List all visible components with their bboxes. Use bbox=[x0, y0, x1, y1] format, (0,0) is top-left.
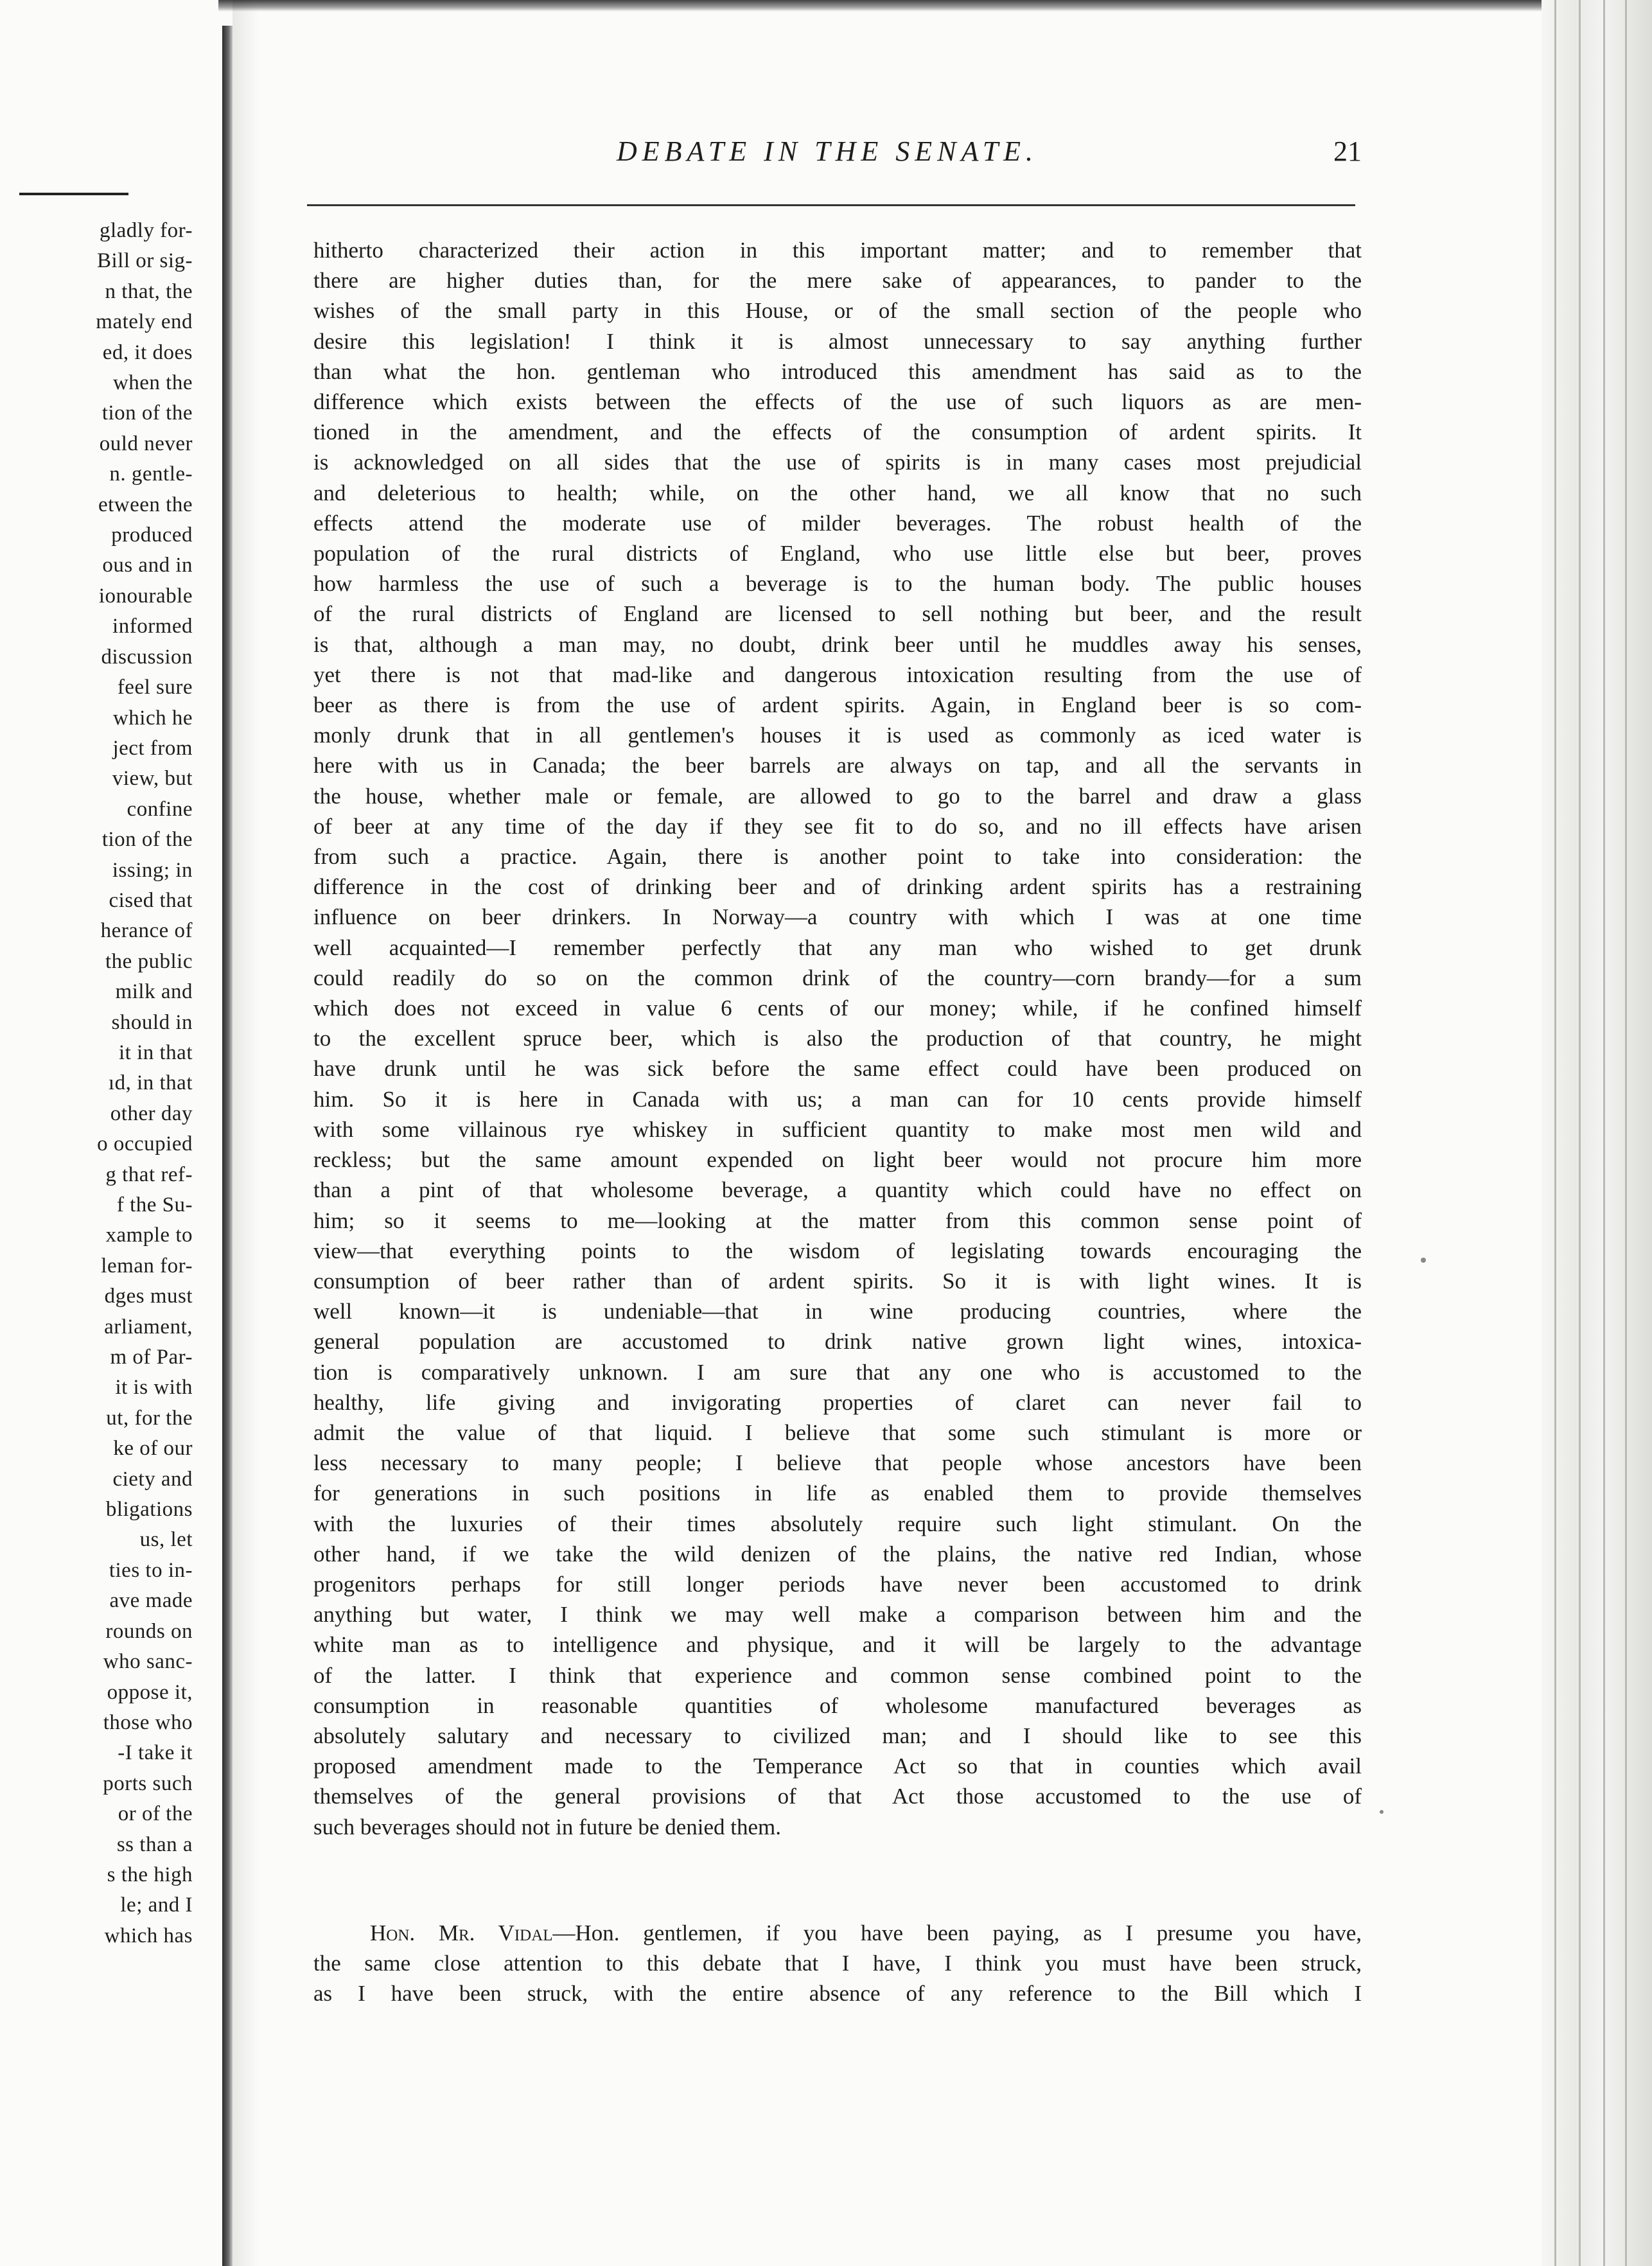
text-line: tion is comparatively unknown. I am sure that any one who is accustomed to the bbox=[313, 1359, 1362, 1385]
left-page-fragment bbox=[0, 193, 193, 2120]
text-line: other hand, if we take the wild denizen of the plains, the native red Indian, whose bbox=[313, 1541, 1362, 1567]
left-page-line: ke of our bbox=[113, 1437, 193, 1461]
left-page-line: n. gentle- bbox=[109, 462, 193, 486]
left-page-line: which he bbox=[112, 706, 193, 730]
text-line: absolutely salutary and necessary to civilized man; and I should like to see this bbox=[313, 1723, 1362, 1748]
text-line: him. So it is here in Canada with us; a man can for 10 cents provide himself bbox=[313, 1086, 1362, 1112]
left-page-line: ionourable bbox=[98, 584, 193, 608]
text-line: there are higher duties than, for the mere sake of appearances, to pander to the bbox=[313, 268, 1362, 294]
left-page-line: it is with bbox=[115, 1376, 193, 1400]
left-page-line: herance of bbox=[100, 919, 193, 943]
text-line: healthy, life giving and invigorating properties of claret can never fail to bbox=[313, 1389, 1362, 1415]
left-page-line: produced bbox=[111, 523, 193, 547]
text-line bbox=[313, 1918, 1362, 1948]
left-page-line: milk and bbox=[115, 980, 193, 1004]
left-page-line: those who bbox=[103, 1710, 193, 1734]
text-line: the same close attention to this debate that I have, I think you must have been struck, bbox=[313, 1951, 1362, 1976]
left-page-line: -I take it bbox=[118, 1741, 193, 1765]
left-page-line: Bill or sig- bbox=[96, 249, 193, 273]
text-line: wishes of the small party in this House, or of the small section of the people who bbox=[313, 298, 1362, 324]
text-line: desire this legislation! I think it is almost unnecessary to say anything further bbox=[313, 328, 1362, 354]
left-page-line: who sanc- bbox=[103, 1650, 193, 1674]
left-page-rule bbox=[19, 193, 128, 195]
running-head: DEBATE IN THE SENATE. bbox=[617, 136, 1039, 167]
text-line: than a pint of that wholesome beverage, a quantity which could have no effect on bbox=[313, 1177, 1362, 1203]
text-line: have drunk until he was sick before the same effect could have been produced on bbox=[313, 1056, 1362, 1082]
text-line: which does not exceed in value 6 cents of our money; while, if he confined himself bbox=[313, 996, 1362, 1021]
left-page-line: oppose it, bbox=[107, 1680, 193, 1704]
left-page-line: confine bbox=[127, 797, 193, 821]
left-page-line: m of Par- bbox=[110, 1346, 193, 1369]
left-page-line: feel sure bbox=[117, 676, 193, 699]
text-line: progenitors perhaps for still longer periods have never been accustomed to drink bbox=[313, 1571, 1362, 1597]
text-line: difference which exists between the effects of the use of such liquors as are men- bbox=[313, 389, 1362, 415]
left-page-line: informed bbox=[112, 615, 193, 638]
text-line: tioned in the amendment, and the effects of the consumption of ardent spirits. It bbox=[313, 419, 1362, 445]
text-line: general population are accustomed to drink native grown light wines, intoxica- bbox=[313, 1329, 1362, 1355]
text-line: is acknowledged on all sides that the use of spirits is in many cases most prejudicial bbox=[313, 450, 1362, 475]
left-page-line: issing; in bbox=[112, 858, 193, 882]
left-page-line: tion of the bbox=[101, 828, 193, 852]
text-line: yet there is not that mad-like and dangerous intoxication resulting from the use of bbox=[313, 662, 1362, 687]
page-edge-line bbox=[1603, 0, 1605, 2266]
left-page-line: ut, for the bbox=[106, 1406, 193, 1430]
left-page-line: ject from bbox=[112, 736, 193, 760]
text-line: effects attend the moderate use of milder beverages. The robust health of the bbox=[313, 510, 1362, 536]
left-page-line: n that, the bbox=[105, 279, 193, 303]
left-page-line: g that ref- bbox=[105, 1163, 193, 1186]
text-line: than what the hon. gentleman who introduced this amendment has said as to the bbox=[313, 358, 1362, 384]
left-page-line: o occupied bbox=[97, 1132, 193, 1156]
text-line: as I have been struck, with the entire absence of any reference to the Bill which I bbox=[313, 1981, 1362, 2007]
text-line: of beer at any time of the day if they see fit to do so, and no ill effects have arisen bbox=[313, 813, 1362, 839]
page-header bbox=[308, 135, 1362, 180]
text-line: could readily do so on the common drink of the country—corn brandy—for a sum bbox=[313, 965, 1362, 990]
left-page-line: it in that bbox=[119, 1041, 193, 1064]
text-line: well known—it is undeniable—that in wine producing countries, where the bbox=[313, 1299, 1362, 1324]
text-line: with some villainous rye whiskey in sufficient quantity to make most men wild and bbox=[313, 1116, 1362, 1142]
header-rule bbox=[307, 204, 1355, 206]
text-line: such beverages should not in future be denied them. bbox=[313, 1814, 781, 1840]
page-edge-line bbox=[1554, 0, 1556, 2266]
left-page-line: ould never bbox=[99, 432, 193, 455]
left-page-text bbox=[96, 216, 193, 1951]
left-page-line: ties to in- bbox=[109, 1558, 193, 1582]
left-page-line: xample to bbox=[105, 1224, 193, 1247]
left-page-line: us, let bbox=[139, 1528, 193, 1552]
left-page-line: ous and in bbox=[102, 554, 193, 577]
text-line: beer as there is from the use of ardent spirits. Again, in England beer is so com- bbox=[313, 692, 1362, 718]
left-page-line: ss than a bbox=[116, 1832, 193, 1856]
text-line: reckless; but the same amount expended on light beer would not procure him more bbox=[313, 1147, 1362, 1173]
text-line: difference in the cost of drinking beer and of drinking ardent spirits has a restraining bbox=[313, 874, 1362, 900]
text-line: population of the rural districts of England, who use little else but beer, proves bbox=[313, 541, 1362, 566]
left-page-line: which has bbox=[104, 1924, 193, 1947]
text-line: anything but water, I think we may well make a comparison between him and the bbox=[313, 1602, 1362, 1628]
left-page-line: s the high bbox=[107, 1863, 193, 1886]
scan-speck bbox=[1380, 1810, 1384, 1814]
scan-speck bbox=[1421, 1258, 1426, 1263]
left-page-line: should in bbox=[111, 1010, 193, 1034]
text-line: white man as to intelligence and physique, and it will be largely to the advantage bbox=[313, 1632, 1362, 1658]
left-page-line: tion of the bbox=[101, 401, 193, 425]
text-line: monly drunk that in all gentlemen's houses it is used as commonly as iced water is bbox=[313, 723, 1362, 748]
left-page-line: f the Su- bbox=[116, 1193, 193, 1216]
text-line: themselves of the general provisions of that Act those accustomed to the use of bbox=[313, 1784, 1362, 1809]
left-page-line: rounds on bbox=[105, 1619, 193, 1643]
text-line: of the rural districts of England are licensed to sell nothing but beer, and the result bbox=[313, 601, 1362, 627]
left-page-line: dges must bbox=[104, 1285, 193, 1308]
left-page-line: or of the bbox=[118, 1802, 193, 1826]
page-number: 21 bbox=[1333, 136, 1362, 167]
text-line: him; so it seems to me—looking at the matter from this common sense point of bbox=[313, 1208, 1362, 1233]
text-line: proposed amendment made to the Temperance Act so that in counties which avail bbox=[313, 1753, 1362, 1779]
text-line: hitherto characterized their action in this important matter; and to remember that bbox=[313, 238, 1362, 263]
text-line: for generations in such positions in life as enabled them to provide themselves bbox=[313, 1480, 1362, 1506]
text-line: less necessary to many people; I believe that people whose ancestors have been bbox=[313, 1450, 1362, 1476]
text-line: with the luxuries of their times absolutely require such light stimulant. On the bbox=[313, 1511, 1362, 1536]
text-line: view—that everything points to the wisdom of legislating towards encouraging the bbox=[313, 1238, 1362, 1263]
text-line: well acquainted—I remember perfectly that any man who wished to get drunk bbox=[313, 935, 1362, 960]
body-paragraph-2 bbox=[313, 1918, 1362, 2009]
left-page-line: arliament, bbox=[104, 1315, 193, 1339]
left-page-line: discussion bbox=[101, 645, 193, 669]
body-paragraph-1 bbox=[313, 235, 1362, 1842]
left-page-line: etween the bbox=[98, 493, 193, 516]
left-page-line: leman for- bbox=[101, 1254, 193, 1278]
left-page-line: ave made bbox=[109, 1589, 193, 1613]
left-page-line: ciety and bbox=[112, 1467, 193, 1491]
text-line: how harmless the use of such a beverage is to the human body. The public houses bbox=[313, 571, 1362, 597]
text-line: the house, whether male or female, are allowed to go to the barrel and draw a glass bbox=[313, 783, 1362, 809]
left-page-line: other day bbox=[110, 1102, 193, 1125]
text-line: from such a practice. Again, there is another point to take into consideration: the bbox=[313, 844, 1362, 870]
text-line: of the latter. I think that experience and common sense combined point to the bbox=[313, 1662, 1362, 1688]
left-page-line: mately end bbox=[96, 310, 193, 334]
left-page-line: cised that bbox=[109, 888, 193, 912]
speaker-name: Hon. Mr. Vidal bbox=[370, 1920, 553, 1945]
gutter-shade bbox=[233, 0, 258, 2266]
text-line: here with us in Canada; the beer barrels are always on tap, and all the servants in bbox=[313, 753, 1362, 778]
left-page-line: view, but bbox=[112, 767, 193, 791]
text-line: consumption of beer rather than of ardent spirits. So it is with light wines. It is bbox=[313, 1268, 1362, 1294]
left-page-line: le; and I bbox=[120, 1893, 193, 1917]
speech-text: —Hon. gentlemen, if you have been paying, as I presume you have, bbox=[552, 1920, 1362, 1945]
text-line: influence on beer drinkers. In Norway—a country with which I was at one time bbox=[313, 904, 1362, 930]
left-page-line: the public bbox=[105, 949, 193, 973]
left-page-line: bligations bbox=[105, 1498, 193, 1522]
page-edges bbox=[1542, 0, 1652, 2266]
text-line: to the excellent spruce beer, which is also the production of that country, he might bbox=[313, 1026, 1362, 1051]
top-scan-shadow bbox=[218, 0, 1652, 12]
text-line: consumption in reasonable quantities of wholesome manufactured beverages as bbox=[313, 1692, 1362, 1718]
left-page-line: ports such bbox=[103, 1771, 193, 1795]
text-line: admit the value of that liquid. I believe that some such stimulant is more or bbox=[313, 1419, 1362, 1445]
text-line: and deleterious to health; while, on the other hand, we all know that no such bbox=[313, 480, 1362, 505]
left-page-line: ıd, in that bbox=[108, 1071, 193, 1095]
page-edge-line bbox=[1579, 0, 1581, 2266]
left-page-line: ed, it does bbox=[102, 340, 193, 364]
book-gutter bbox=[222, 26, 233, 2266]
left-page-line: gladly for- bbox=[99, 219, 193, 242]
text-line: is that, although a man may, no doubt, drink beer until he muddles away his senses, bbox=[313, 631, 1362, 657]
page-edge-line bbox=[1625, 0, 1627, 2266]
left-page-line: when the bbox=[112, 371, 193, 395]
